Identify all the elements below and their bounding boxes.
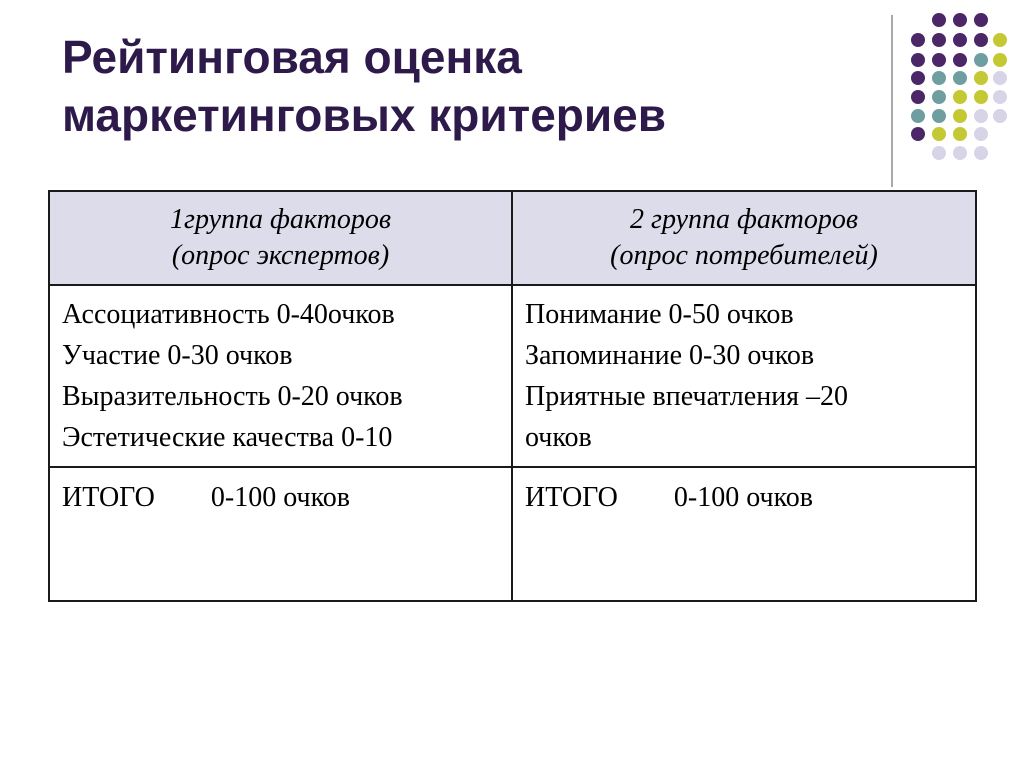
header-group-2-line-2: (опрос потребителей)	[610, 240, 878, 271]
decorative-dot	[911, 71, 925, 85]
decorative-dot	[953, 13, 967, 27]
criterion-item: Ассоциативность 0-40очков	[62, 299, 395, 330]
decorative-dot	[911, 53, 925, 67]
total-label: ИТОГО	[525, 482, 618, 513]
criterion-item: Эстетические качества 0-10	[62, 422, 393, 453]
total-label: ИТОГО	[62, 482, 155, 513]
decorative-vertical-line	[891, 15, 893, 187]
decorative-dot	[993, 90, 1007, 104]
decorative-dot	[911, 109, 925, 123]
decorative-dot	[953, 33, 967, 47]
decorative-dot	[932, 146, 946, 160]
decorative-dot	[993, 109, 1007, 123]
total-cell-consumers	[512, 467, 976, 601]
decorative-dot	[932, 33, 946, 47]
title-line-1: Рейтинговая оценка	[62, 31, 522, 83]
decorative-dot	[932, 109, 946, 123]
decorative-dot	[974, 13, 988, 27]
criterion-item: Запоминание 0-30 очков	[525, 340, 815, 371]
criterion-item: Выразительность 0-20 очков	[62, 381, 403, 412]
table-row	[49, 467, 976, 601]
header-cell-group-2	[512, 191, 976, 285]
header-cell-group-1	[49, 191, 512, 285]
criterion-item: очков	[525, 422, 592, 453]
decorative-dot	[911, 90, 925, 104]
criteria-table	[48, 190, 977, 602]
decorative-dot	[932, 71, 946, 85]
decorative-dot-grid	[0, 0, 1024, 200]
decorative-dot	[974, 33, 988, 47]
total-value: 0-100 очков	[210, 482, 350, 513]
decorative-dot	[974, 127, 988, 141]
decorative-dot	[932, 127, 946, 141]
criterion-item: Понимание 0-50 очков	[525, 299, 794, 330]
decorative-dot	[953, 53, 967, 67]
decorative-dot	[932, 13, 946, 27]
title-line-2: маркетинговых критериев	[62, 89, 667, 141]
decorative-dot	[993, 53, 1007, 67]
decorative-dot	[953, 127, 967, 141]
header-group-1-line-2: (опрос экспертов)	[171, 240, 390, 271]
decorative-dot	[974, 146, 988, 160]
total-cell-experts	[49, 467, 512, 601]
decorative-dot	[953, 90, 967, 104]
decorative-dot	[953, 146, 967, 160]
header-group-2-line-1: 2 группа факторов	[630, 204, 858, 235]
decorative-dot	[911, 127, 925, 141]
decorative-dot	[974, 71, 988, 85]
decorative-dot	[932, 90, 946, 104]
total-value: 0-100 очков	[673, 482, 813, 513]
decorative-dot	[974, 90, 988, 104]
decorative-dot	[953, 109, 967, 123]
decorative-dot	[911, 33, 925, 47]
criteria-cell-experts	[49, 285, 512, 467]
criterion-item: Участие 0-30 очков	[62, 340, 293, 371]
table-header-row	[49, 191, 976, 285]
header-group-1-line-1: 1группа факторов	[170, 204, 391, 235]
decorative-dot	[953, 71, 967, 85]
decorative-dot	[993, 33, 1007, 47]
decorative-dot	[993, 71, 1007, 85]
decorative-dot	[974, 109, 988, 123]
criterion-item: Приятные впечатления –20	[525, 381, 849, 412]
table-row	[49, 285, 976, 467]
decorative-dot	[974, 53, 988, 67]
criteria-cell-consumers	[512, 285, 976, 467]
decorative-dot	[932, 53, 946, 67]
